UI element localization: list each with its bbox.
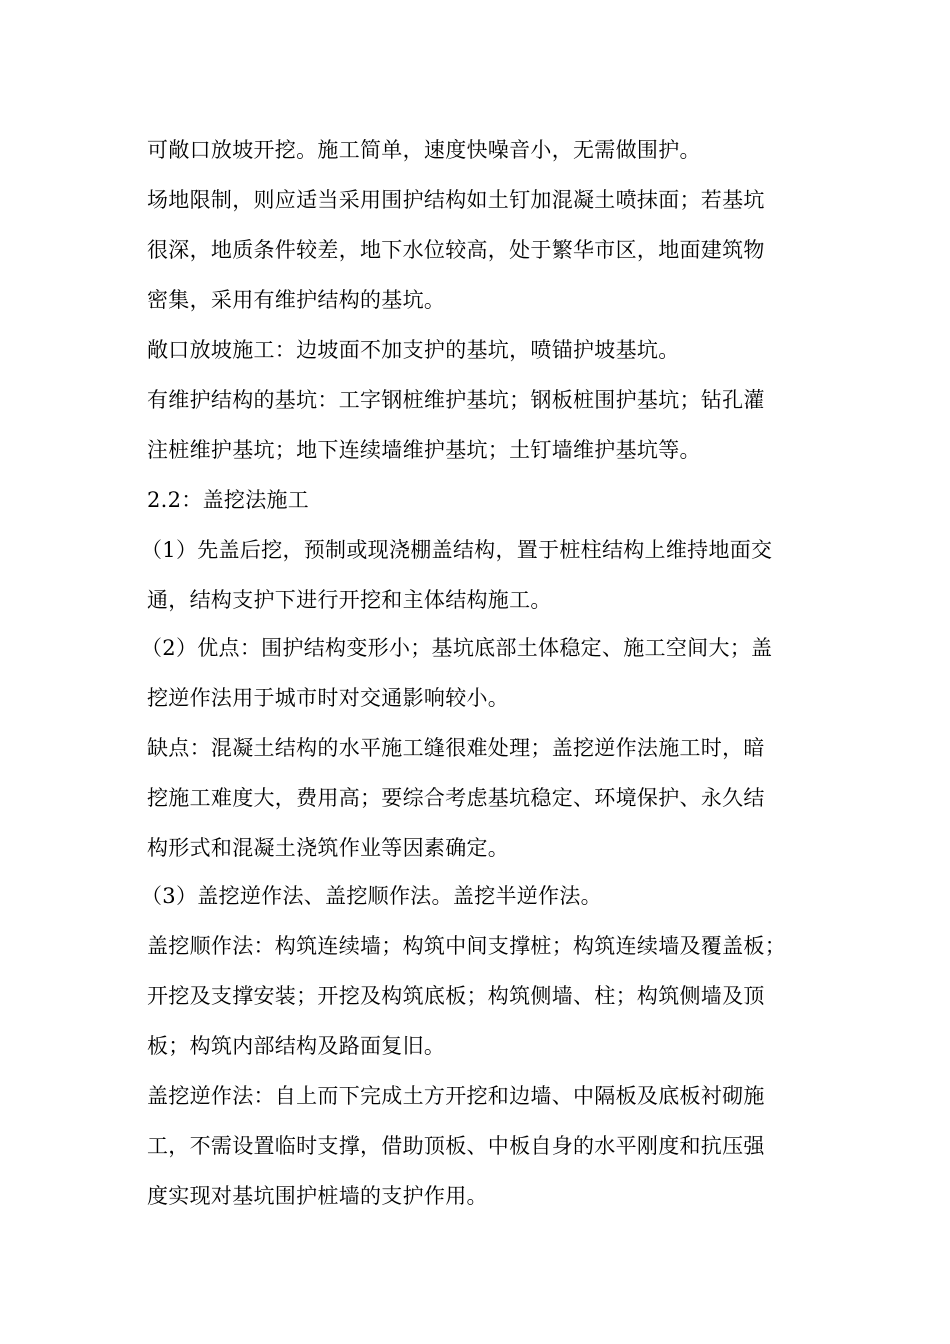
text-line: 构形式和混凝土浇筑作业等因素确定。 (147, 836, 510, 860)
text-line: 敞口放坡施工：边坡面不加支护的基坑，喷锚护坡基坑。 (147, 338, 680, 362)
text-line: 场地限制，则应适当采用围护结构如土钉加混凝土喷抹面；若基坑 (147, 188, 765, 212)
text-line: 度实现对基坑围护桩墙的支护作用。 (147, 1184, 488, 1208)
text-line: 盖挖顺作法：构筑连续墙；构筑中间支撑桩；构筑连续墙及覆盖板； (147, 934, 786, 958)
text-line: 有维护结构的基坑：工字钢桩维护基坑；钢板桩围护基坑；钻孔灌 (147, 388, 765, 412)
text-line: 可敞口放坡开挖。施工简单，速度快噪音小，无需做围护。 (147, 138, 701, 162)
text-line: （1）先盖后挖，预制或现浇棚盖结构，置于桩柱结构上维持地面交 (141, 538, 773, 562)
text-line: 缺点：混凝土结构的水平施工缝很难处理；盖挖逆作法施工时，暗 (147, 736, 765, 760)
text-line: 挖逆作法用于城市时对交通影响较小。 (147, 686, 510, 710)
text-line: 挖施工难度大，费用高；要综合考虑基坑稳定、环境保护、永久结 (147, 786, 765, 810)
text-line: 板；构筑内部结构及路面复旧。 (147, 1034, 446, 1058)
text-line: （2）优点：围护结构变形小；基坑底部土体稳定、施工空间大；盖 (141, 636, 773, 660)
text-line: 工，不需设置临时支撑，借助顶板、中板自身的水平刚度和抗压强 (147, 1134, 765, 1158)
text-line: 通，结构支护下进行开挖和主体结构施工。 (147, 588, 552, 612)
text-line: 盖挖逆作法：自上而下完成土方开挖和边墙、中隔板及底板衬砌施 (147, 1084, 765, 1108)
text-line: 开挖及支撑安装；开挖及构筑底板；构筑侧墙、柱；构筑侧墙及顶 (147, 984, 765, 1008)
text-line: 注桩维护基坑；地下连续墙维护基坑；土钉墙维护基坑等。 (147, 438, 701, 462)
text-line: 很深，地质条件较差，地下水位较高，处于繁华市区，地面建筑物 (147, 238, 765, 262)
text-line: 密集，采用有维护结构的基坑。 (147, 288, 446, 312)
text-line: （3）盖挖逆作法、盖挖顺作法。盖挖半逆作法。 (141, 884, 602, 908)
section-heading: 2.2：盖挖法施工 (147, 488, 310, 512)
